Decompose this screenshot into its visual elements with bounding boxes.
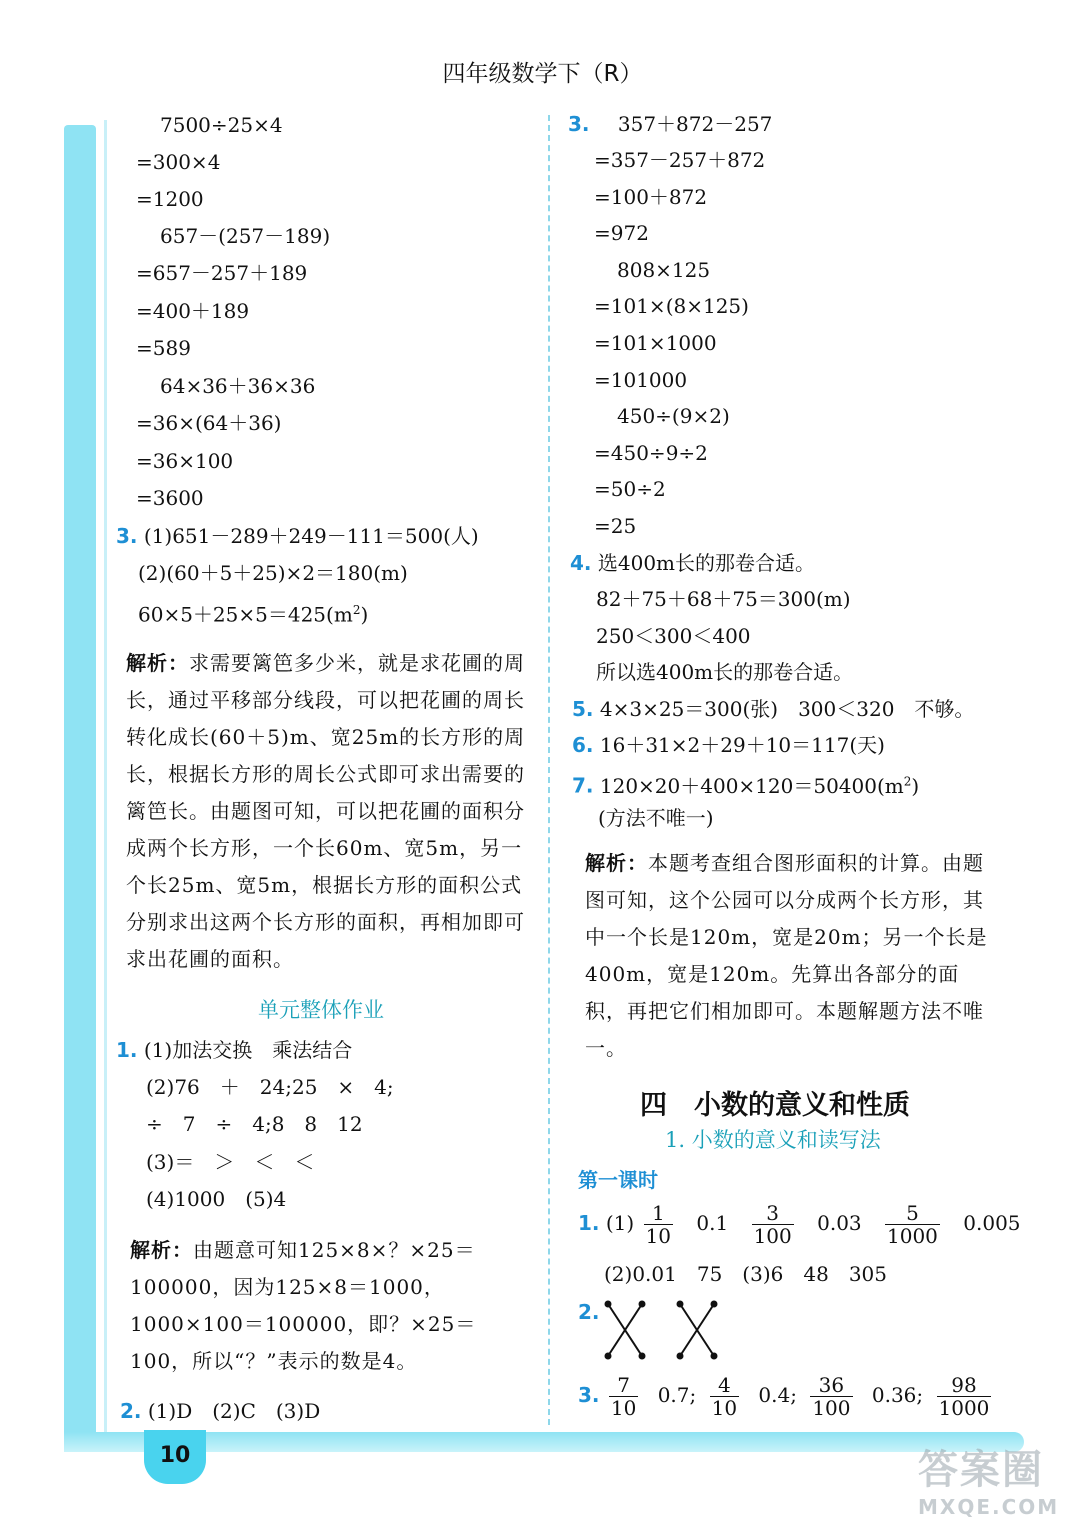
- column-divider: [548, 115, 550, 1425]
- calc-line: =101×1000: [594, 331, 717, 355]
- calc-line: 808×125: [617, 258, 711, 282]
- answer-line: 250＜300＜400: [596, 624, 751, 648]
- calc-line: 357＋872－257: [617, 112, 773, 136]
- fraction: $\frac{7}{10}$: [610, 1373, 637, 1420]
- question-number: 2.: [578, 1300, 600, 1324]
- question-7: [572, 767, 919, 800]
- answer-line: ÷ 7 ÷ 4;8 8 12: [146, 1112, 363, 1136]
- analysis-block: [585, 845, 995, 1067]
- answer-note: (方法不唯一): [598, 806, 714, 830]
- answer-line: (2)0.01 75 (3)6 48 305: [604, 1262, 887, 1286]
- answer-line: 16＋31×2＋29＋10＝117(天): [599, 733, 885, 757]
- calc-line: =400＋189: [136, 299, 250, 323]
- answer-line: (1)D (2)C (3)D: [147, 1399, 321, 1423]
- question-number: 7.: [572, 773, 594, 798]
- unit-question-2: [120, 1397, 320, 1425]
- question-3-right: [568, 110, 772, 138]
- calc-line: 7500÷25×4: [160, 113, 283, 137]
- calc-line: =300×4: [136, 150, 221, 174]
- question-6: [572, 731, 885, 759]
- analysis-text: 求需要篱笆多少米，就是求花圃的周长，通过平移部分线段，可以把花圃的周长转化成长(60＋5)m、宽25m的长方形的周长，根据长方形的周长公式即可求出需要的篱笆长。由题图可知，可以把花圃的面积分成两个长方形，一个长60m、宽5m，另一个长25m、宽5m，根据长方形的面积公式分别求出这两个长方形的面积，再相加即可求出花圃的面积。: [126, 651, 526, 971]
- analysis-block: [126, 645, 534, 978]
- side-decoration-line: [104, 120, 107, 1440]
- bottom-decoration-band: [64, 1432, 1024, 1452]
- analysis-label: 解析：: [126, 651, 189, 675]
- question-number: 2.: [120, 1399, 142, 1423]
- question-number: 5.: [572, 697, 594, 721]
- analysis-label: 解析：: [585, 851, 648, 875]
- page-number: 10: [144, 1430, 206, 1484]
- analysis-text: 由题意可知125×8×？×25＝100000，因为125×8＝1000，1000×100＝100000，即？×25＝100，所以“？”表示的数是4。: [130, 1238, 477, 1373]
- answer-line: (2)76 ＋ 24;25 × 4;: [146, 1075, 394, 1099]
- answer-line: $60\times 5+25\times 5=425(m^2)$: [138, 602, 369, 627]
- section-title: 单元整体作业: [258, 998, 384, 1022]
- matching-lines-diagram: [596, 1296, 736, 1364]
- answer-line: (1)651－289＋249－111＝500(人): [143, 524, 479, 548]
- calc-line: =3600: [136, 486, 204, 510]
- calc-line: =36×100: [136, 449, 234, 473]
- period-title: 第一课时: [578, 1168, 658, 1192]
- calc-line: =657－257＋189: [136, 261, 308, 285]
- question-5: [572, 695, 974, 723]
- calc-line: =589: [136, 336, 191, 360]
- answer-line: $120\times 20+400\times 120=50400(m^2)$: [599, 773, 920, 798]
- question-number: 3.: [568, 112, 590, 136]
- question-4: [570, 549, 815, 577]
- calc-line: 657－(257－189): [160, 224, 331, 248]
- fraction: $\frac{3}{100}$: [753, 1201, 792, 1248]
- fraction: $\frac{5}{1000}$: [887, 1201, 938, 1248]
- question-number: 1.: [578, 1211, 600, 1235]
- calc-line: =100＋872: [594, 185, 708, 209]
- practice-question-3: 3. $\frac{7}{10}$ 0.7; $\frac{4}{10}$ 0.4; $\frac{36}{100}$ 0.36; $\frac{98}{1000}$: [578, 1373, 990, 1420]
- chapter-title: 四 小数的意义和性质: [640, 1090, 910, 1121]
- question-3: [116, 522, 479, 550]
- answer-line: 4×3×25＝300(张) 300＜320 不够。: [599, 697, 975, 721]
- answer-line: 所以选400m长的那卷合适。: [596, 660, 854, 684]
- answer-line: (1)加法交换 乘法结合: [143, 1038, 353, 1062]
- watermark-logo: 答案圈 MXQE.COM: [918, 1447, 1060, 1519]
- page-header: 四年级数学下（R）: [442, 61, 643, 87]
- calc-line: =101×(8×125): [594, 294, 749, 318]
- answer-line: (3)＝ ＞ ＜ ＜: [146, 1150, 315, 1174]
- answer-line: 选400m长的那卷合适。: [597, 551, 816, 575]
- analysis-block: [130, 1232, 536, 1380]
- calc-line: =1200: [136, 187, 204, 211]
- question-number: 4.: [570, 551, 592, 575]
- fraction: $\frac{98}{1000}$: [938, 1373, 990, 1420]
- answer-line: 82＋75＋68＋75＝300(m): [596, 587, 851, 611]
- calc-line: 450÷(9×2): [617, 404, 730, 428]
- calc-line: =25: [594, 514, 637, 538]
- fraction: $\frac{1}{10}$: [645, 1201, 672, 1248]
- analysis-label: 解析：: [130, 1238, 193, 1262]
- question-number: 3.: [116, 524, 138, 548]
- fraction: $\frac{4}{10}$: [711, 1373, 738, 1420]
- answer-line: (2)(60＋5＋25)×2＝180(m): [138, 561, 408, 585]
- fraction: $\frac{36}{100}$: [812, 1373, 851, 1420]
- question-number: 1.: [116, 1038, 138, 1062]
- question-number: 3.: [578, 1383, 600, 1407]
- answer-line: (4)1000 (5)4: [146, 1187, 287, 1211]
- lesson-title: 1. 小数的意义和读写法: [665, 1128, 881, 1152]
- calc-line: =357－257＋872: [594, 148, 766, 172]
- analysis-text: 本题考查组合图形面积的计算。由题图可知，这个公园可以分成两个长方形，其中一个长是120m，宽是20m；另一个长是400m，宽是120m。先算出各部分的面积，再把它们相加即可。本题解题方法不唯一。: [585, 851, 988, 1060]
- question-number: 6.: [572, 733, 594, 757]
- unit-question-1: [116, 1036, 352, 1064]
- calc-line: =101000: [594, 368, 688, 392]
- side-decoration-bar: [64, 125, 96, 1440]
- calc-line: =36×(64＋36): [136, 411, 282, 435]
- practice-question-1: 1. (1) $\frac{1}{10}$ 0.1 $\frac{3}{100}$ 0.03 $\frac{5}{1000}$ 0.005: [578, 1201, 1021, 1248]
- calc-line: 64×36＋36×36: [160, 374, 316, 398]
- calc-line: =450÷9÷2: [594, 441, 708, 465]
- calc-line: =50÷2: [594, 477, 666, 501]
- calc-line: =972: [594, 221, 649, 245]
